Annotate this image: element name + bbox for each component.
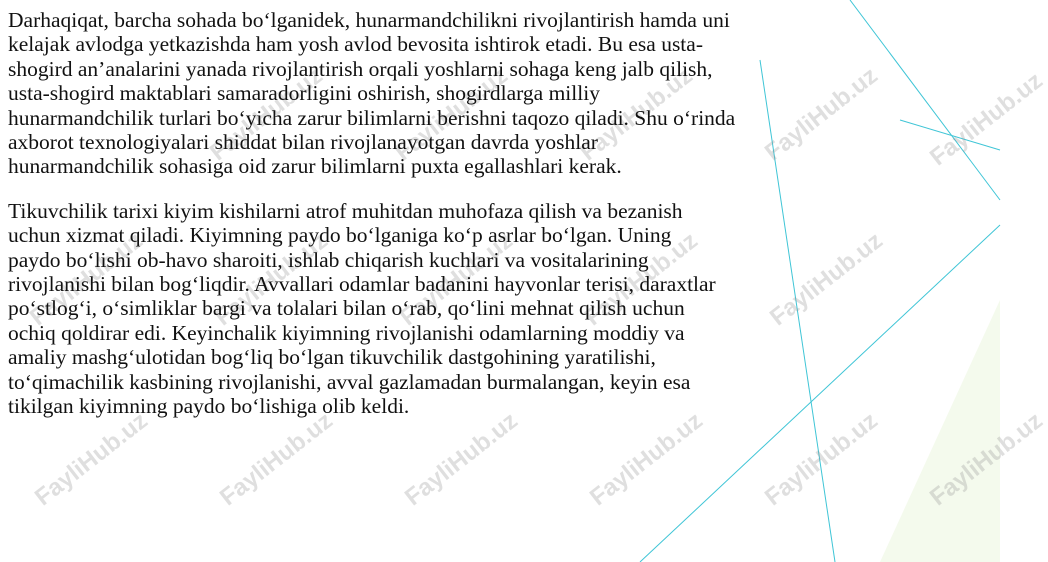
text-line: po‘stlog‘i, o‘simliklar bargi va tolalari bilan o‘rab, qo‘lini mehnat qilish uchun: [8, 296, 685, 321]
watermark: FayliHub.uz: [205, 62, 328, 167]
text-line: axborot texnologiyalari shiddat bilan rivojlanayotgan davrda yoshlar: [8, 130, 598, 155]
watermark: FayliHub.uz: [580, 227, 703, 332]
text-line: to‘qimachilik kasbining rivojlanishi, avval gazlamadan burmalangan, keyin esa: [8, 369, 691, 394]
watermark: FayliHub.uz: [925, 407, 1048, 512]
text-line: Darhaqiqat, barcha sohada bo‘lganidek, hunarmandchilikni rivojlantirish hamda uni: [8, 8, 730, 32]
watermark: FayliHub.uz: [210, 227, 333, 332]
text-line: kelajak avlodga yetkazishda ham yosh avlod bevosita ishtirok etadi. Bu esa usta-: [8, 32, 703, 57]
text-line: hunarmandchilik sohasiga oid zarur bilimlarni puxta egallashlari kerak.: [8, 154, 622, 179]
watermark: FayliHub.uz: [390, 62, 513, 167]
paragraph-sewing-history: [8, 199, 928, 419]
text-line: usta-shogird maktablari samaradorligini oshirish, shogirdlarga milliy: [8, 81, 600, 106]
text-line: Tikuvchilik tarixi kiyim kishilarni atrof muhitdan muhofaza qilish va bezanish: [8, 198, 683, 223]
text-line: tikilgan kiyimning paydo bo‘lishiga olib keldi.: [8, 394, 410, 419]
paragraph-craftsmanship: [8, 8, 928, 179]
text-line: hunarmandchilik turlari bo‘yicha zarur bilimlarni berishni taqozo qiladi. Shu o‘rinda: [8, 105, 736, 130]
watermark: FayliHub.uz: [30, 407, 153, 512]
watermark: FayliHub.uz: [925, 67, 1048, 172]
watermark: FayliHub.uz: [765, 227, 888, 332]
watermark: FayliHub.uz: [585, 407, 708, 512]
text-line: ochiq qoldirar edi. Keyinchalik kiyimning rivojlanishi odamlarning moddiy va: [8, 320, 685, 345]
text-line: amaliy mashg‘ulotidan bog‘liq bo‘lgan tikuvchilik dastgohining yaratilishi,: [8, 345, 656, 370]
watermark: FayliHub.uz: [575, 62, 698, 167]
watermark: FayliHub.uz: [395, 227, 518, 332]
watermark: FayliHub.uz: [760, 62, 883, 167]
text-line: shogird an’analarini yanada rivojlantirish orqali yoshlarni sohaga keng jalb qilish,: [8, 56, 713, 81]
watermark: FayliHub.uz: [25, 227, 148, 332]
text-line: rivojlanishi bilan bog‘liqdir. Avvallari odamlar badanini hayvonlar terisi, daraxtlar: [8, 272, 716, 297]
text-line: uchun xizmat qiladi. Kiyimning paydo bo‘lganiga ko‘p asrlar bo‘lgan. Uning: [8, 223, 672, 248]
watermark: FayliHub.uz: [760, 407, 883, 512]
text-line: paydo bo‘lishi ob-havo sharoiti, ishlab chiqarish kuchlari va vositalarining: [8, 247, 649, 272]
watermark: FayliHub.uz: [400, 407, 523, 512]
watermark: FayliHub.uz: [215, 407, 338, 512]
document-body: [8, 8, 928, 419]
